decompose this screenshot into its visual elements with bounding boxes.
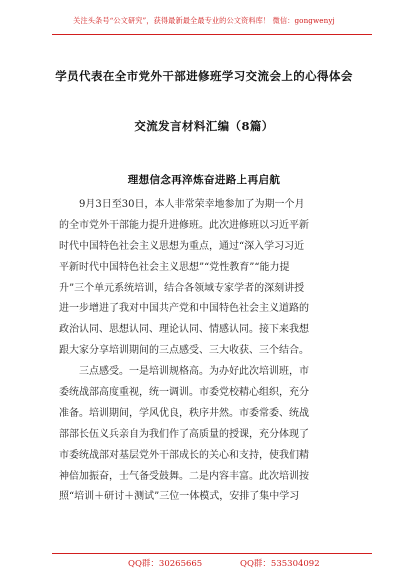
header-divider xyxy=(52,34,372,35)
body-line: 的全市党外干部能力提升进修班。此次进修班以习近平新 xyxy=(59,219,309,231)
body-line: 时代中国特色社会主义思想为重点，通过“深入学习习近 xyxy=(59,240,305,252)
body-line: 部部长伍义兵亲自为我们作了高质量的授课，充分体现了 xyxy=(59,428,309,440)
document-title-line-1: 学员代表在全市党外干部进修班学习交流会上的心得体会 xyxy=(55,69,353,83)
body-line: 跟大家分享培训期间的三点感受、三大收获、三个结合。 xyxy=(59,345,309,357)
body-line: 照“培训＋研讨＋测试”三位一体模式，安排了集中学习 xyxy=(59,491,300,503)
body-line: 政治认同、思想认同、理论认同、情感认同。接下来我想 xyxy=(59,324,309,336)
footer-qq-group-left: QQ群：30265665 xyxy=(128,559,203,569)
footer-divider xyxy=(52,553,372,554)
section-heading: 理想信念再淬炼奋进路上再启航 xyxy=(127,174,281,186)
body-line: 准备。培训期间，学风优良，秩序井然。市委常委、统战 xyxy=(59,407,309,419)
body-line: 神倍加振奋，士气备受鼓舞。二是内容丰富。此次培训按 xyxy=(59,470,309,482)
document-title-line-2: 交流发言材料汇编（8篇） xyxy=(134,119,274,133)
body-line: 进一步增进了我对中国共产党和中国特色社会主义道路的 xyxy=(59,303,309,315)
body-line: 市委统战部对基层党外干部成长的关心和支持，使我们精 xyxy=(59,449,309,461)
body-line: 升”三个单元系统培训，结合各领域专家学者的深刻讲授 xyxy=(59,282,305,294)
body-line: 委统战部高度重视，统一调训。市委党校精心组织，充分 xyxy=(59,387,309,399)
body-line: 9月3日至30日，本人非常荣幸地参加了为期一个月 xyxy=(79,199,305,210)
body-line: 平新时代中国特色社会主义思想”“党性教育”“能力提 xyxy=(59,261,290,273)
body-line: 三点感受。一是培训规格高。为办好此次培训班，市 xyxy=(79,366,309,378)
footer-qq-group-right: QQ群：535304092 xyxy=(240,559,320,569)
document-body xyxy=(59,195,359,508)
header-banner: 关注头条号“公文研究”，获得最新最全最专业的公文资料库！ 微信：gongwenyj xyxy=(73,16,335,25)
